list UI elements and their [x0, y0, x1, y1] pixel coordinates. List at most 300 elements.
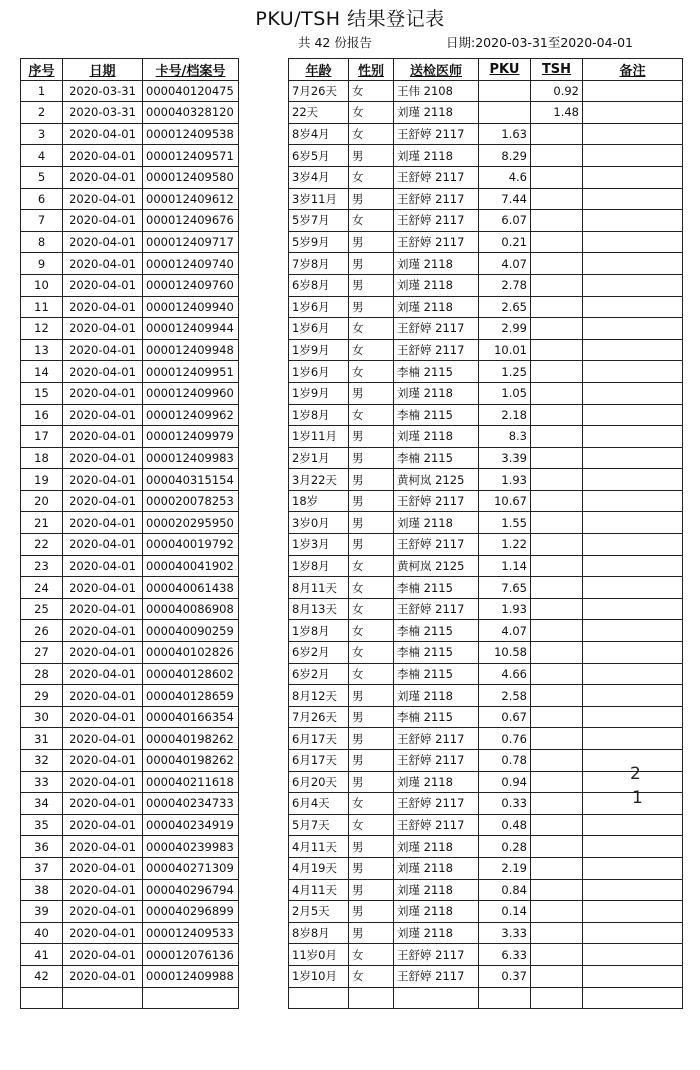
cell-date: 2020-04-01 — [63, 620, 143, 642]
cell-card-empty — [143, 987, 239, 1008]
table-row — [21, 80, 683, 102]
col-header-pku: PKU — [479, 59, 531, 81]
cell-no: 31 — [21, 728, 63, 750]
cell-note — [583, 490, 683, 512]
cell-sex: 女 — [349, 663, 394, 685]
cell-age: 6岁2月 — [289, 642, 349, 664]
cell-date: 2020-04-01 — [63, 339, 143, 361]
col-header-date: 日期 — [63, 59, 143, 81]
cell-note — [583, 188, 683, 210]
cell-tsh — [531, 210, 583, 232]
cell-age: 6月4天 — [289, 793, 349, 815]
cell-note — [583, 210, 683, 232]
col-header-note: 备注 — [583, 59, 683, 81]
cell-note — [583, 296, 683, 318]
cell-card: 000012409580 — [143, 166, 239, 188]
cell-no: 2 — [21, 102, 63, 124]
cell-no: 30 — [21, 706, 63, 728]
cell-note — [583, 814, 683, 836]
cell-age: 4月19天 — [289, 857, 349, 879]
cell-note — [583, 922, 683, 944]
table-row — [21, 879, 683, 901]
cell-doctor: 李楠 2115 — [394, 620, 479, 642]
cell-tsh — [531, 123, 583, 145]
cell-no: 23 — [21, 555, 63, 577]
cell-doctor: 李楠 2115 — [394, 706, 479, 728]
cell-doctor: 王伟 2108 — [394, 80, 479, 102]
cell-date: 2020-04-01 — [63, 685, 143, 707]
table-row — [21, 490, 683, 512]
cell-age: 6月17天 — [289, 750, 349, 772]
cell-note — [583, 274, 683, 296]
cell-no: 36 — [21, 836, 63, 858]
cell-note — [583, 965, 683, 987]
cell-note — [583, 577, 683, 599]
cell-note — [583, 555, 683, 577]
table-header-row — [21, 59, 683, 81]
cell-tsh — [531, 771, 583, 793]
cell-note — [583, 685, 683, 707]
cell-sex: 女 — [349, 620, 394, 642]
cell-sex: 男 — [349, 728, 394, 750]
cell-age: 5岁7月 — [289, 210, 349, 232]
cell-date: 2020-04-01 — [63, 534, 143, 556]
cell-age: 7月26天 — [289, 706, 349, 728]
cell-no: 35 — [21, 814, 63, 836]
cell-pku: 0.21 — [479, 231, 531, 253]
cell-age: 22天 — [289, 102, 349, 124]
cell-age: 8月11天 — [289, 577, 349, 599]
cell-note — [583, 469, 683, 491]
cell-doctor: 刘瑾 2118 — [394, 836, 479, 858]
cell-blank — [239, 404, 289, 426]
cell-blank — [239, 857, 289, 879]
cell-tsh — [531, 620, 583, 642]
cell-tsh — [531, 750, 583, 772]
cell-tsh — [531, 728, 583, 750]
cell-doctor: 李楠 2115 — [394, 663, 479, 685]
cell-blank — [239, 901, 289, 923]
cell-card: 000040271309 — [143, 857, 239, 879]
cell-doctor: 王舒婷 2117 — [394, 490, 479, 512]
cell-date: 2020-04-01 — [63, 404, 143, 426]
cell-no: 4 — [21, 145, 63, 167]
cell-no: 27 — [21, 642, 63, 664]
cell-sex: 男 — [349, 857, 394, 879]
cell-doctor: 李楠 2115 — [394, 404, 479, 426]
cell-pku: 10.58 — [479, 642, 531, 664]
cell-note — [583, 598, 683, 620]
cell-pku: 3.39 — [479, 447, 531, 469]
table-row — [21, 534, 683, 556]
table-row — [21, 901, 683, 923]
cell-no: 29 — [21, 685, 63, 707]
results-table — [20, 58, 683, 1009]
cell-doctor: 李楠 2115 — [394, 361, 479, 383]
cell-pku: 0.48 — [479, 814, 531, 836]
cell-tsh — [531, 512, 583, 534]
table-row — [21, 469, 683, 491]
table-row — [21, 512, 683, 534]
cell-age: 7月26天 — [289, 80, 349, 102]
cell-doctor: 王舒婷 2117 — [394, 188, 479, 210]
cell-pku: 2.99 — [479, 318, 531, 340]
cell-note — [583, 231, 683, 253]
table-body — [21, 80, 683, 1008]
cell-doctor: 刘瑾 2118 — [394, 922, 479, 944]
cell-sex: 女 — [349, 793, 394, 815]
cell-blank — [239, 620, 289, 642]
cell-date-empty — [63, 987, 143, 1008]
cell-date: 2020-04-01 — [63, 318, 143, 340]
cell-sex: 女 — [349, 598, 394, 620]
cell-age: 4月11天 — [289, 836, 349, 858]
table-row — [21, 706, 683, 728]
cell-date: 2020-04-01 — [63, 598, 143, 620]
table-row — [21, 123, 683, 145]
cell-tsh — [531, 922, 583, 944]
cell-date: 2020-04-01 — [63, 274, 143, 296]
cell-sex: 女 — [349, 944, 394, 966]
cell-note — [583, 836, 683, 858]
cell-sex: 男 — [349, 685, 394, 707]
cell-blank — [239, 534, 289, 556]
cell-no: 41 — [21, 944, 63, 966]
cell-doctor: 刘瑾 2118 — [394, 296, 479, 318]
cell-tsh — [531, 534, 583, 556]
cell-no: 12 — [21, 318, 63, 340]
cell-card: 000040061438 — [143, 577, 239, 599]
note-annotation-1: 1 — [632, 788, 643, 808]
cell-sex: 女 — [349, 555, 394, 577]
col-header-card: 卡号/档案号 — [143, 59, 239, 81]
cell-blank — [239, 361, 289, 383]
cell-blank — [239, 210, 289, 232]
cell-sex-empty — [349, 987, 394, 1008]
table-row — [21, 642, 683, 664]
cell-pku: 2.78 — [479, 274, 531, 296]
cell-pku: 1.93 — [479, 469, 531, 491]
cell-pku: 0.67 — [479, 706, 531, 728]
cell-doctor: 王舒婷 2117 — [394, 231, 479, 253]
cell-pku: 4.07 — [479, 620, 531, 642]
cell-no: 11 — [21, 296, 63, 318]
cell-no: 9 — [21, 253, 63, 275]
cell-sex: 男 — [349, 188, 394, 210]
cell-age: 1岁9月 — [289, 339, 349, 361]
cell-no: 13 — [21, 339, 63, 361]
cell-date: 2020-04-01 — [63, 361, 143, 383]
cell-date: 2020-04-01 — [63, 857, 143, 879]
cell-pku: 2.58 — [479, 685, 531, 707]
cell-tsh — [531, 814, 583, 836]
cell-age: 1岁6月 — [289, 318, 349, 340]
cell-age: 11岁0月 — [289, 944, 349, 966]
cell-card: 000012409962 — [143, 404, 239, 426]
cell-blank — [239, 339, 289, 361]
cell-doctor: 王舒婷 2117 — [394, 728, 479, 750]
table-row — [21, 771, 683, 793]
cell-blank — [239, 836, 289, 858]
cell-tsh — [531, 253, 583, 275]
table-row — [21, 253, 683, 275]
cell-date: 2020-04-01 — [63, 426, 143, 448]
cell-blank — [239, 771, 289, 793]
cell-pku: 0.84 — [479, 879, 531, 901]
cell-doctor: 王舒婷 2117 — [394, 166, 479, 188]
report-title: PKU/TSH 结果登记表 — [255, 8, 445, 30]
cell-no: 24 — [21, 577, 63, 599]
cell-tsh-empty — [531, 987, 583, 1008]
cell-age: 18岁 — [289, 490, 349, 512]
col-header-doctor: 送检医师 — [394, 59, 479, 81]
cell-tsh — [531, 404, 583, 426]
cell-blank — [239, 80, 289, 102]
cell-age: 3岁11月 — [289, 188, 349, 210]
cell-card: 000012409760 — [143, 274, 239, 296]
cell-no: 37 — [21, 857, 63, 879]
cell-tsh — [531, 166, 583, 188]
cell-tsh — [531, 555, 583, 577]
cell-pku: 1.93 — [479, 598, 531, 620]
cell-pku: 0.94 — [479, 771, 531, 793]
cell-card: 000020295950 — [143, 512, 239, 534]
cell-age: 6岁2月 — [289, 663, 349, 685]
cell-sex: 女 — [349, 210, 394, 232]
cell-pku: 4.6 — [479, 166, 531, 188]
table-row — [21, 965, 683, 987]
cell-blank-empty — [239, 987, 289, 1008]
cell-sex: 男 — [349, 922, 394, 944]
cell-tsh — [531, 231, 583, 253]
cell-card: 000012409676 — [143, 210, 239, 232]
cell-tsh: 1.48 — [531, 102, 583, 124]
table-row — [21, 944, 683, 966]
cell-note — [583, 944, 683, 966]
cell-card: 000012076136 — [143, 944, 239, 966]
cell-card: 000012409533 — [143, 922, 239, 944]
cell-sex: 女 — [349, 80, 394, 102]
cell-doctor: 刘瑾 2118 — [394, 382, 479, 404]
cell-age: 5月7天 — [289, 814, 349, 836]
table-row — [21, 814, 683, 836]
cell-date: 2020-04-01 — [63, 382, 143, 404]
cell-doctor: 王舒婷 2117 — [394, 944, 479, 966]
cell-card: 000040128602 — [143, 663, 239, 685]
cell-blank — [239, 750, 289, 772]
cell-sex: 男 — [349, 512, 394, 534]
cell-note — [583, 512, 683, 534]
cell-pku: 4.66 — [479, 663, 531, 685]
cell-tsh — [531, 490, 583, 512]
cell-doctor: 刘瑾 2118 — [394, 685, 479, 707]
cell-blank — [239, 944, 289, 966]
cell-card: 000040296899 — [143, 901, 239, 923]
cell-date: 2020-04-01 — [63, 922, 143, 944]
cell-no: 18 — [21, 447, 63, 469]
cell-no: 6 — [21, 188, 63, 210]
cell-card: 000040198262 — [143, 728, 239, 750]
col-header-age: 年龄 — [289, 59, 349, 81]
cell-note-empty — [583, 987, 683, 1008]
table-row — [21, 339, 683, 361]
cell-note — [583, 166, 683, 188]
cell-age: 1岁9月 — [289, 382, 349, 404]
cell-note — [583, 901, 683, 923]
cell-card: 000012409960 — [143, 382, 239, 404]
cell-age: 1岁8月 — [289, 555, 349, 577]
cell-age: 5岁9月 — [289, 231, 349, 253]
cell-date: 2020-04-01 — [63, 253, 143, 275]
cell-card: 000012409948 — [143, 339, 239, 361]
cell-note — [583, 706, 683, 728]
cell-age: 3岁4月 — [289, 166, 349, 188]
cell-age: 1岁8月 — [289, 404, 349, 426]
cell-pku: 0.78 — [479, 750, 531, 772]
cell-sex: 女 — [349, 102, 394, 124]
cell-card: 000040128659 — [143, 685, 239, 707]
cell-doctor: 刘瑾 2118 — [394, 901, 479, 923]
table-row — [21, 166, 683, 188]
table-row — [21, 404, 683, 426]
cell-blank — [239, 253, 289, 275]
cell-blank — [239, 447, 289, 469]
cell-date: 2020-04-01 — [63, 145, 143, 167]
cell-doctor: 王舒婷 2117 — [394, 534, 479, 556]
cell-tsh — [531, 296, 583, 318]
cell-pku — [479, 102, 531, 124]
table-row — [21, 210, 683, 232]
cell-age: 8岁4月 — [289, 123, 349, 145]
cell-age: 6岁5月 — [289, 145, 349, 167]
cell-tsh — [531, 188, 583, 210]
cell-tsh — [531, 901, 583, 923]
cell-card: 000040198262 — [143, 750, 239, 772]
cell-card: 000040328120 — [143, 102, 239, 124]
cell-doctor: 李楠 2115 — [394, 577, 479, 599]
cell-note — [583, 879, 683, 901]
cell-no: 40 — [21, 922, 63, 944]
cell-note — [583, 857, 683, 879]
cell-blank — [239, 965, 289, 987]
cell-note — [583, 145, 683, 167]
cell-blank — [239, 145, 289, 167]
cell-no: 26 — [21, 620, 63, 642]
cell-no-empty — [21, 987, 63, 1008]
cell-card: 000012409988 — [143, 965, 239, 987]
cell-doctor: 王舒婷 2117 — [394, 123, 479, 145]
cell-age: 6月20天 — [289, 771, 349, 793]
cell-blank — [239, 555, 289, 577]
cell-tsh — [531, 318, 583, 340]
cell-note — [583, 102, 683, 124]
cell-pku: 1.25 — [479, 361, 531, 383]
cell-note — [583, 447, 683, 469]
cell-doctor: 李楠 2115 — [394, 642, 479, 664]
cell-age: 1岁3月 — [289, 534, 349, 556]
cell-no: 33 — [21, 771, 63, 793]
cell-no: 1 — [21, 80, 63, 102]
cell-pku: 1.05 — [479, 382, 531, 404]
cell-card: 000012409979 — [143, 426, 239, 448]
cell-sex: 男 — [349, 534, 394, 556]
cell-date: 2020-04-01 — [63, 469, 143, 491]
cell-doctor: 刘瑾 2118 — [394, 771, 479, 793]
cell-age: 1岁10月 — [289, 965, 349, 987]
cell-pku: 1.14 — [479, 555, 531, 577]
cell-pku: 8.29 — [479, 145, 531, 167]
cell-tsh — [531, 685, 583, 707]
cell-doctor: 刘瑾 2118 — [394, 512, 479, 534]
cell-tsh — [531, 663, 583, 685]
col-header-sex: 性别 — [349, 59, 394, 81]
cell-card: 000040234733 — [143, 793, 239, 815]
cell-age: 8月12天 — [289, 685, 349, 707]
table-row — [21, 836, 683, 858]
cell-card: 000012409951 — [143, 361, 239, 383]
cell-card: 000012409538 — [143, 123, 239, 145]
cell-no: 25 — [21, 598, 63, 620]
cell-doctor: 王舒婷 2117 — [394, 318, 479, 340]
cell-tsh — [531, 793, 583, 815]
cell-no: 20 — [21, 490, 63, 512]
cell-tsh — [531, 382, 583, 404]
cell-note — [583, 642, 683, 664]
cell-sex: 男 — [349, 490, 394, 512]
cell-tsh — [531, 879, 583, 901]
cell-tsh — [531, 447, 583, 469]
cell-date: 2020-04-01 — [63, 793, 143, 815]
cell-sex: 男 — [349, 426, 394, 448]
cell-pku: 1.63 — [479, 123, 531, 145]
cell-date: 2020-04-01 — [63, 836, 143, 858]
cell-note — [583, 382, 683, 404]
cell-age: 1岁6月 — [289, 296, 349, 318]
cell-sex: 男 — [349, 750, 394, 772]
cell-doctor: 刘瑾 2118 — [394, 857, 479, 879]
cell-tsh — [531, 642, 583, 664]
table-row — [21, 145, 683, 167]
cell-card: 000040296794 — [143, 879, 239, 901]
cell-note — [583, 361, 683, 383]
cell-age-empty — [289, 987, 349, 1008]
cell-note — [583, 253, 683, 275]
cell-card: 000040120475 — [143, 80, 239, 102]
cell-doctor: 李楠 2115 — [394, 447, 479, 469]
cell-no: 8 — [21, 231, 63, 253]
cell-pku: 2.18 — [479, 404, 531, 426]
cell-doctor: 刘瑾 2118 — [394, 879, 479, 901]
cell-date: 2020-04-01 — [63, 123, 143, 145]
cell-no: 14 — [21, 361, 63, 383]
cell-sex: 男 — [349, 706, 394, 728]
cell-no: 7 — [21, 210, 63, 232]
cell-blank — [239, 188, 289, 210]
cell-age: 7岁8月 — [289, 253, 349, 275]
cell-no: 39 — [21, 901, 63, 923]
cell-tsh: 0.92 — [531, 80, 583, 102]
cell-no: 19 — [21, 469, 63, 491]
table-row — [21, 296, 683, 318]
cell-sex: 女 — [349, 123, 394, 145]
cell-tsh — [531, 339, 583, 361]
cell-no: 10 — [21, 274, 63, 296]
cell-pku: 7.65 — [479, 577, 531, 599]
cell-blank — [239, 814, 289, 836]
cell-card: 000012409571 — [143, 145, 239, 167]
table-row — [21, 620, 683, 642]
cell-tsh — [531, 965, 583, 987]
